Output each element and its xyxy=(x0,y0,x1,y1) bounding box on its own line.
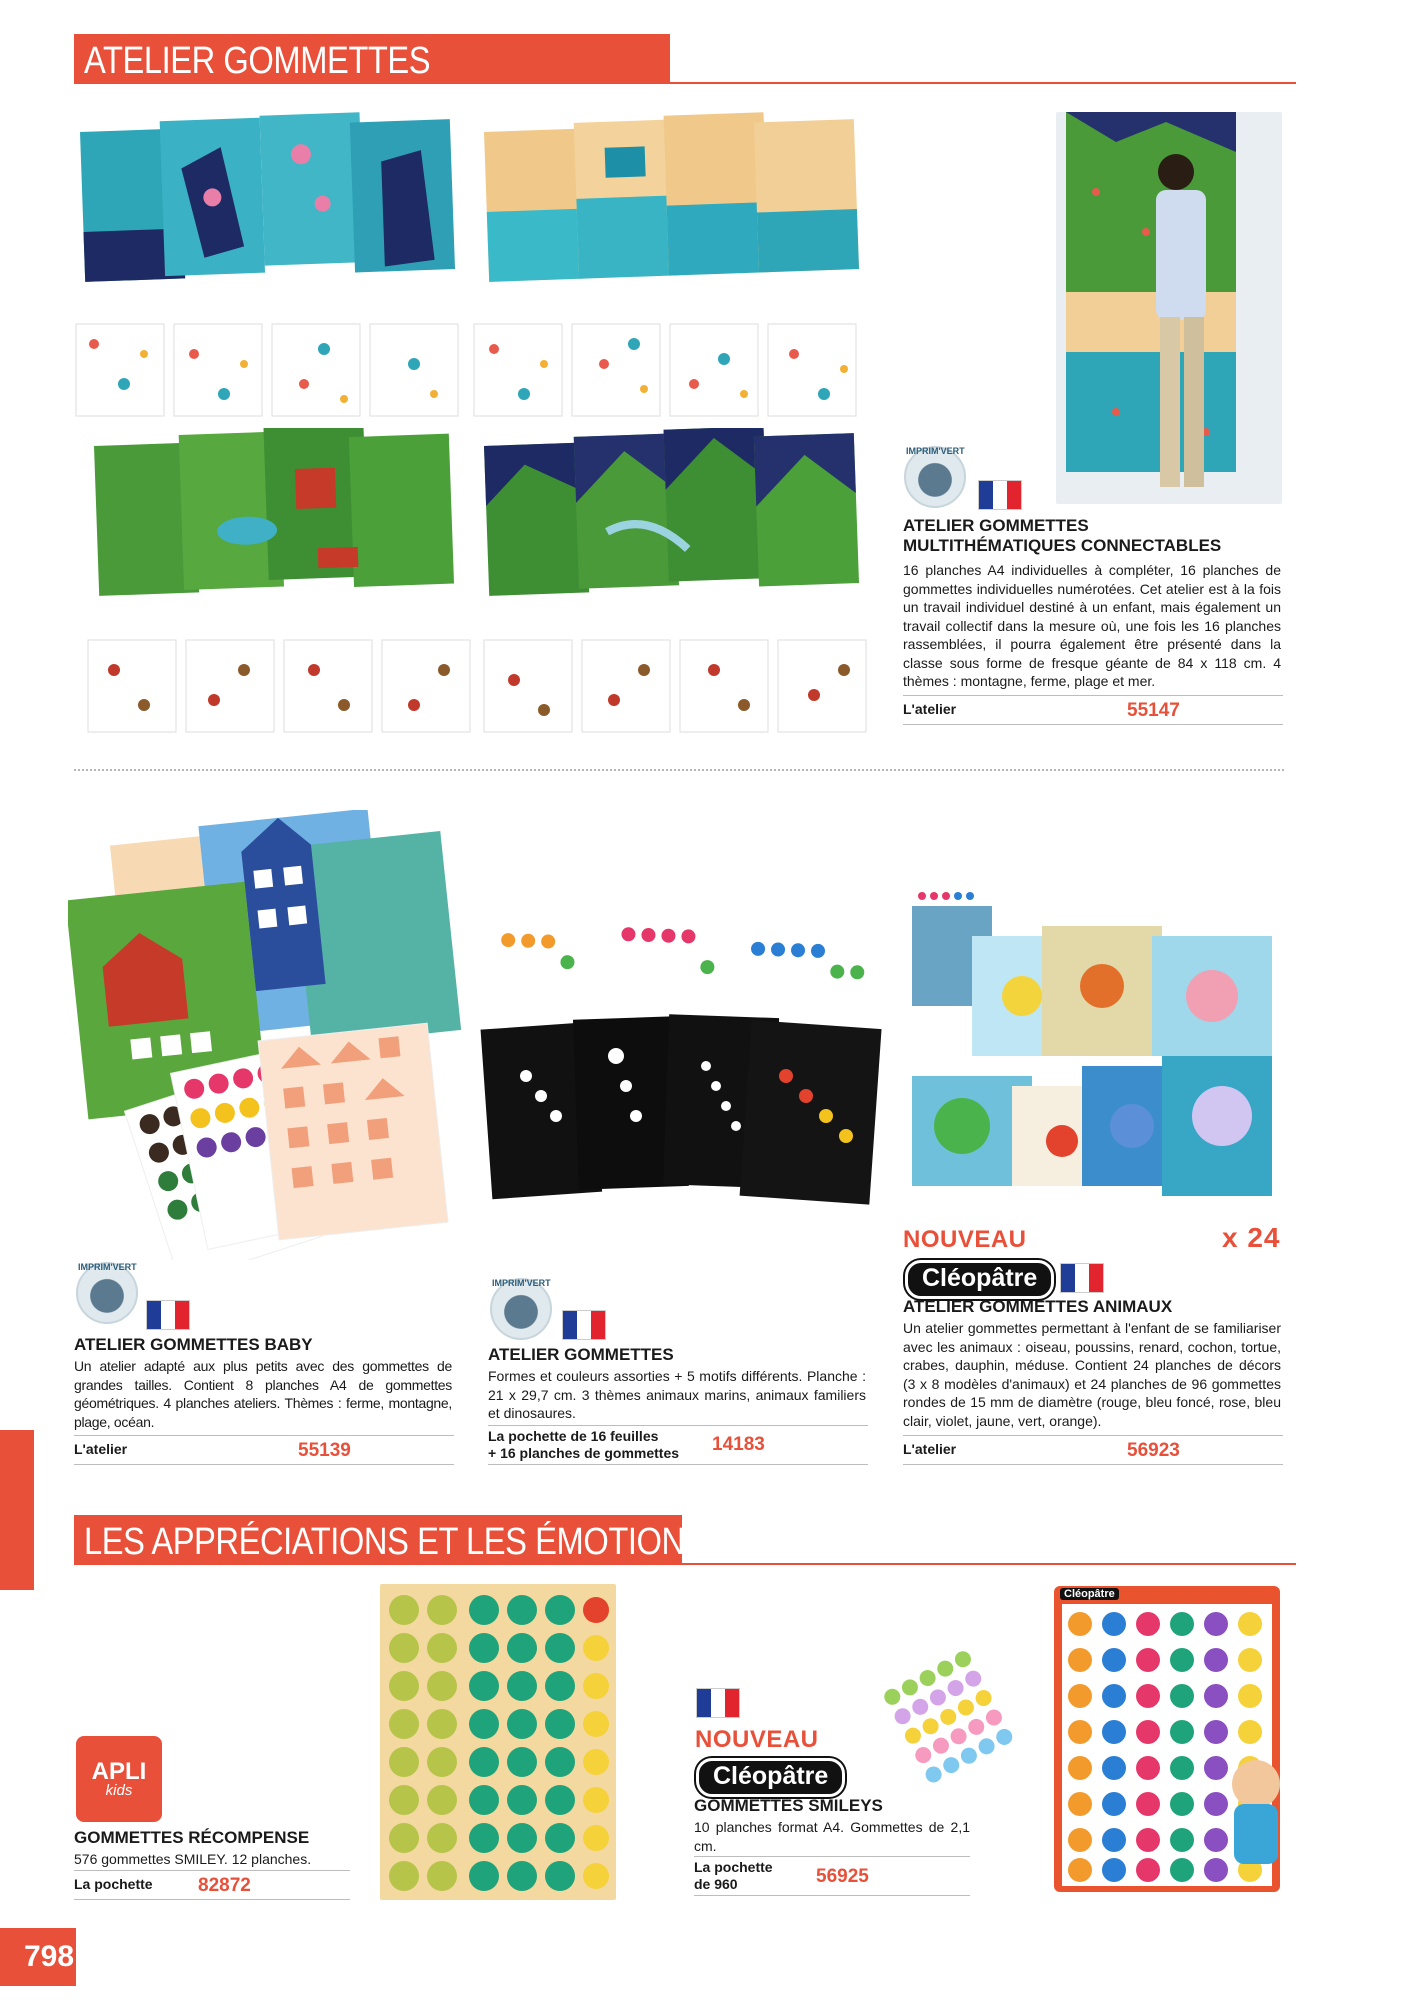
price-unit-line2: de 960 xyxy=(694,1876,738,1892)
section-header-atelier xyxy=(74,34,670,84)
price-row-smileys xyxy=(694,1856,970,1896)
product-image-atelier xyxy=(476,906,890,1232)
product-title-atelier: ATELIER GOMMETTES xyxy=(488,1345,674,1364)
brand-subname: kids xyxy=(105,1782,133,1799)
product-image-recompense-sheet xyxy=(380,1584,616,1900)
eco-label-badge xyxy=(490,1278,552,1340)
eco-label-text: IMPRIM'VERT xyxy=(906,446,965,456)
product-description-animaux: Un atelier gommettes permettant à l'enfant de se familiariser avec les animaux : oiseau, poussins, renard, cochon, tortue, crabes, dauphin, méduse. Contient 24 planches de décors (3 x 8 modèles d'animaux) et 24 planches de 96 gommettes rondes de 15 mm de diamètre (rouge, bleu foncé, rose, bleu clair, violet, jaune, vert, orange). xyxy=(903,1320,1281,1429)
product-title-animaux: ATELIER GOMMETTES ANIMAUX xyxy=(903,1297,1173,1316)
price-unit-line1: La pochette xyxy=(694,1859,773,1875)
section-rule xyxy=(670,82,1296,84)
price-row-atelier xyxy=(488,1425,868,1465)
product-image-child-fresco xyxy=(1056,112,1282,504)
eco-label-badge xyxy=(904,446,966,508)
product-title-recompense: GOMMETTES RÉCOMPENSE xyxy=(74,1828,310,1847)
brand-logo-apli-kids xyxy=(76,1736,162,1822)
price-unit-line2: + 16 planches de gommettes xyxy=(488,1445,680,1461)
product-reference: 82872 xyxy=(198,1875,251,1896)
dotted-separator xyxy=(74,769,1284,771)
french-flag-icon xyxy=(1060,1263,1104,1293)
quantity-badge: x 24 xyxy=(1222,1222,1281,1253)
price-row-multithematiques xyxy=(903,695,1283,725)
section-title: ATELIER GOMMETTES xyxy=(84,40,431,82)
eco-label-text: IMPRIM'VERT xyxy=(78,1262,137,1272)
french-flag-icon xyxy=(978,480,1022,510)
product-image-animaux xyxy=(902,886,1288,1206)
eco-label-text: IMPRIM'VERT xyxy=(492,1278,551,1288)
section-rule xyxy=(682,1563,1296,1565)
product-image-farm-mountain-sheets xyxy=(74,428,870,734)
price-unit: L'atelier xyxy=(903,1441,957,1457)
sheet-brand-label: Cléopâtre xyxy=(1060,1588,1119,1600)
price-unit: L'atelier xyxy=(74,1441,128,1457)
price-row-baby xyxy=(74,1435,454,1465)
product-description-smileys: 10 planches format A4. Gommettes de 2,1 cm. xyxy=(694,1819,970,1854)
price-row-recompense xyxy=(74,1870,350,1900)
brand-logo-cleopatre: Cléopâtre xyxy=(696,1758,845,1797)
price-unit xyxy=(488,1428,679,1462)
product-title-line2: MULTITHÉMATIQUES CONNECTABLES xyxy=(903,536,1222,555)
product-image-baby xyxy=(68,810,474,1260)
price-row-animaux xyxy=(903,1435,1283,1465)
eco-label-badge xyxy=(76,1262,138,1324)
product-title-baby: ATELIER GOMMETTES BABY xyxy=(74,1335,313,1354)
product-title-smileys: GOMMETTES SMILEYS xyxy=(694,1796,883,1815)
product-image-sea-beach-sheets xyxy=(74,112,870,422)
product-reference: 56925 xyxy=(816,1866,869,1887)
product-reference: 14183 xyxy=(712,1434,765,1455)
new-label: NOUVEAU xyxy=(695,1726,819,1753)
product-description-baby: Un atelier adapté aux plus petits avec des gommettes de grandes tailles. Contient 8 planches A4 de gommettes géométriques. 4 planches ateliers. Thèmes : ferme, montagne, plage, océan. xyxy=(74,1358,452,1430)
french-flag-icon xyxy=(562,1310,606,1340)
brand-name: APLI xyxy=(91,1758,147,1785)
product-reference: 55139 xyxy=(298,1440,351,1461)
price-unit xyxy=(694,1859,773,1893)
french-flag-icon xyxy=(696,1688,740,1718)
price-unit: La pochette xyxy=(74,1876,153,1892)
product-description-multithematiques: 16 planches A4 individuelles à compléter, 16 planches de gommettes individuelles numérotées. Cet atelier est à la fois un travail individuel destiné à un enfant, mais également un travail collectif dans la mesure où, une fois les 16 planches rassemblées, il pourra également être présenté dans la classe sous forme de fresque géante de 84 x 118 cm. 4 thèmes : montagne, ferme, plage et mer. xyxy=(903,562,1281,689)
price-unit-line1: La pochette de 16 feuilles xyxy=(488,1428,659,1444)
side-tab xyxy=(0,1430,34,1590)
new-label: NOUVEAU xyxy=(903,1226,1027,1253)
brand-logo-cleopatre: Cléopâtre xyxy=(905,1260,1054,1299)
section-header-appreciations xyxy=(74,1515,707,1565)
page-number: 798 xyxy=(0,1928,76,1986)
price-unit: L'atelier xyxy=(903,701,957,717)
product-description-atelier: Formes et couleurs assorties + 5 motifs différents. Planche : 21 x 29,7 cm. 3 thèmes animaux marins, animaux familiers et dinosaures. xyxy=(488,1368,866,1421)
section-title: LES APPRÉCIATIONS ET LES ÉMOTIONS xyxy=(84,1521,707,1563)
french-flag-icon xyxy=(146,1300,190,1330)
product-title-multithematiques xyxy=(903,516,1283,556)
product-title-line1: ATELIER GOMMETTES xyxy=(903,516,1089,535)
product-reference: 56923 xyxy=(1127,1440,1180,1461)
product-reference: 55147 xyxy=(1127,700,1180,721)
product-description-recompense: 576 gommettes SMILEY. 12 planches. xyxy=(74,1851,312,1867)
